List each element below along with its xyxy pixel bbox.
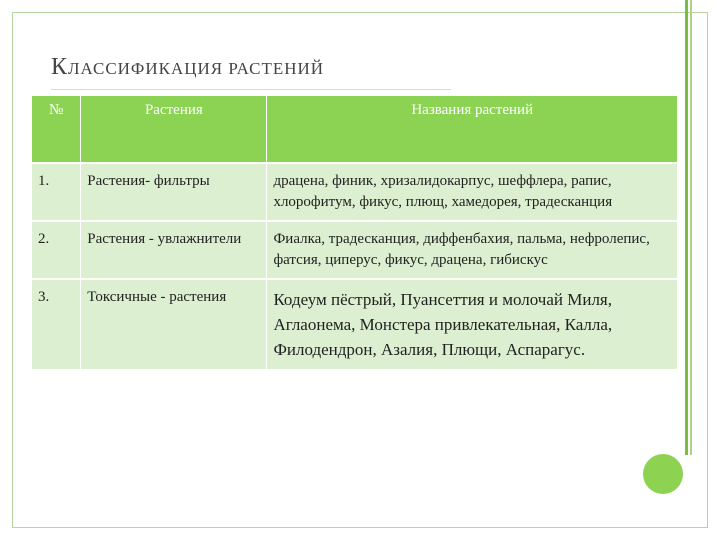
- table-row: [32, 279, 677, 369]
- row-names: Кодеум пёстрый, Пуансеттия и молочай Миля, Аглаонема, Монстера привлекательная, Калла, Филодендрон, Азалия, Плющи, Аспарагус.: [267, 279, 677, 369]
- row-number: 3.: [32, 279, 81, 369]
- row-names: драцена, финик, хризалидокарпус, шеффлера, рапис, хлорофитум, фикус, плющ, хамедорея, традесканция: [267, 163, 677, 221]
- plants-table: [32, 96, 677, 369]
- row-type: Растения - увлажнители: [81, 221, 267, 279]
- header-number: №: [32, 96, 81, 163]
- decorative-circle: [643, 454, 683, 494]
- row-number: 2.: [32, 221, 81, 279]
- row-names: Фиалка, традесканция, диффенбахия, пальма, нефролепис, фатсия, циперус, фикус, драцена, гибискус: [267, 221, 677, 279]
- title-underline: [51, 89, 451, 90]
- row-number: 1.: [32, 163, 81, 221]
- table-header-row: [32, 96, 677, 163]
- header-plants: Растения: [81, 96, 267, 163]
- table-row: [32, 221, 677, 279]
- header-plant-names: Названия растений: [267, 96, 677, 163]
- accent-bar-light: [690, 0, 692, 455]
- row-type: Растения- фильтры: [81, 163, 267, 221]
- title-first-letter: К: [51, 54, 69, 80]
- row-type: Токсичные - растения: [81, 279, 267, 369]
- title-rest: ЛАССИФИКАЦИЯ РАСТЕНИЙ: [68, 59, 325, 78]
- accent-bar: [685, 0, 688, 455]
- table-row: [32, 163, 677, 221]
- slide-title: [51, 54, 324, 81]
